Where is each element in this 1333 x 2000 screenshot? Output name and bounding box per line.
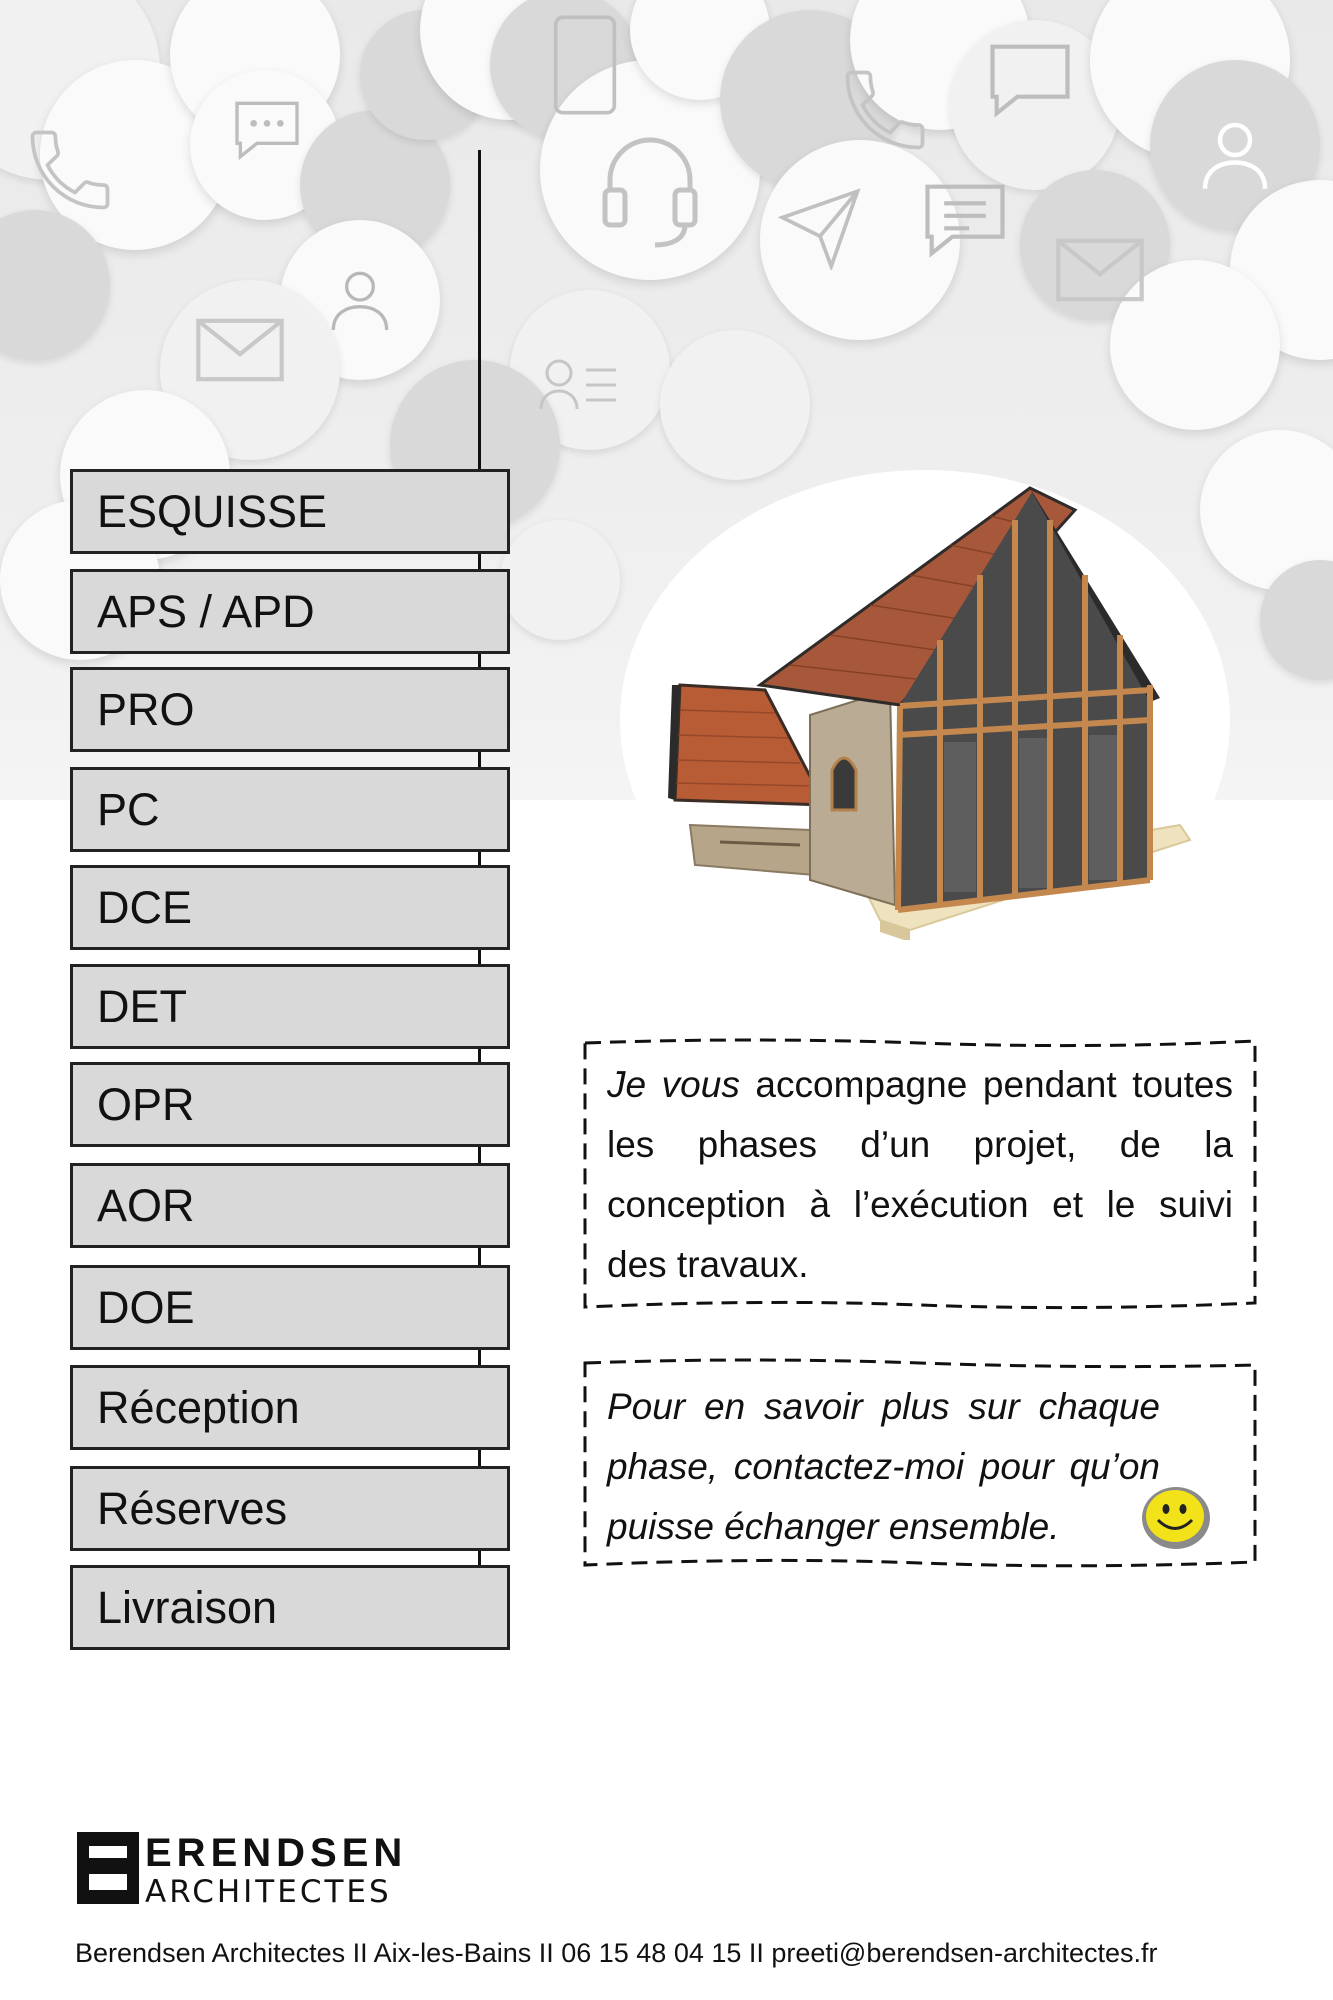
phase-item-reserves [70, 1466, 510, 1551]
brand-logo [75, 1830, 435, 1915]
smiley-icon [1140, 1485, 1212, 1551]
mail-icon [190, 310, 290, 390]
phase-label: PRO [97, 683, 195, 735]
chat-icon [975, 30, 1085, 130]
footer-contact: Berendsen Architectes II Aix-les-Bains II 06 15 48 04 15 II preeti@berendsen-architectes.fr [75, 1938, 1158, 1968]
house-illustration [660, 480, 1200, 940]
mail-icon [1050, 230, 1150, 310]
phase-item-det [70, 964, 510, 1049]
send-icon [770, 180, 870, 270]
phase-item-opr [70, 1062, 510, 1147]
user-icon [535, 345, 625, 425]
phone-icon [830, 60, 940, 160]
phase-label: Livraison [97, 1581, 278, 1633]
phase-label: AOR [97, 1179, 195, 1231]
chat-icon [910, 170, 1020, 270]
user-icon [1190, 110, 1280, 200]
phase-label: DET [97, 980, 187, 1032]
intro-note [580, 1035, 1260, 1315]
phase-item-aps-apd [70, 569, 510, 654]
contact-text [607, 1377, 1160, 1557]
contact-text-content: Pour en savoir plus sur chaque phase, contactez-moi pour qu’on puisse échanger ensemble. [607, 1386, 1160, 1547]
phase-label: APS / APD [97, 585, 315, 637]
phase-label: Réserves [97, 1482, 288, 1534]
phase-label: ESQUISSE [97, 485, 328, 537]
chat-icon [222, 90, 312, 170]
timeline-line [478, 150, 481, 1570]
svg-text:ARCHITECTES: ARCHITECTES [145, 1874, 392, 1910]
intro-text [607, 1055, 1233, 1295]
contact-note [580, 1357, 1260, 1572]
intro-rest: accompagne pendant toutes les phases d’un projet, de la conception à l’exécution et le suivi des travaux. [607, 1064, 1233, 1285]
phase-label: Réception [97, 1381, 300, 1433]
phase-item-livraison [70, 1565, 510, 1650]
phase-item-aor [70, 1163, 510, 1248]
phase-label: OPR [97, 1078, 195, 1130]
phase-label: DOE [97, 1281, 195, 1333]
phase-item-dce [70, 865, 510, 950]
phone-icon [20, 120, 120, 220]
phase-label: PC [97, 783, 160, 835]
phase-item-reception [70, 1365, 510, 1450]
phase-item-pro [70, 667, 510, 752]
svg-text:ERENDSEN: ERENDSEN [145, 1831, 408, 1875]
phase-item-esquisse [70, 469, 510, 554]
phase-label: DCE [97, 881, 193, 933]
user-icon [320, 260, 400, 340]
phone-icon [540, 10, 630, 120]
headset-icon [590, 120, 710, 260]
phase-item-pc [70, 767, 510, 852]
logo-mark [75, 1830, 435, 1910]
phase-item-doe [70, 1265, 510, 1350]
intro-lead: Je vous [607, 1064, 740, 1105]
